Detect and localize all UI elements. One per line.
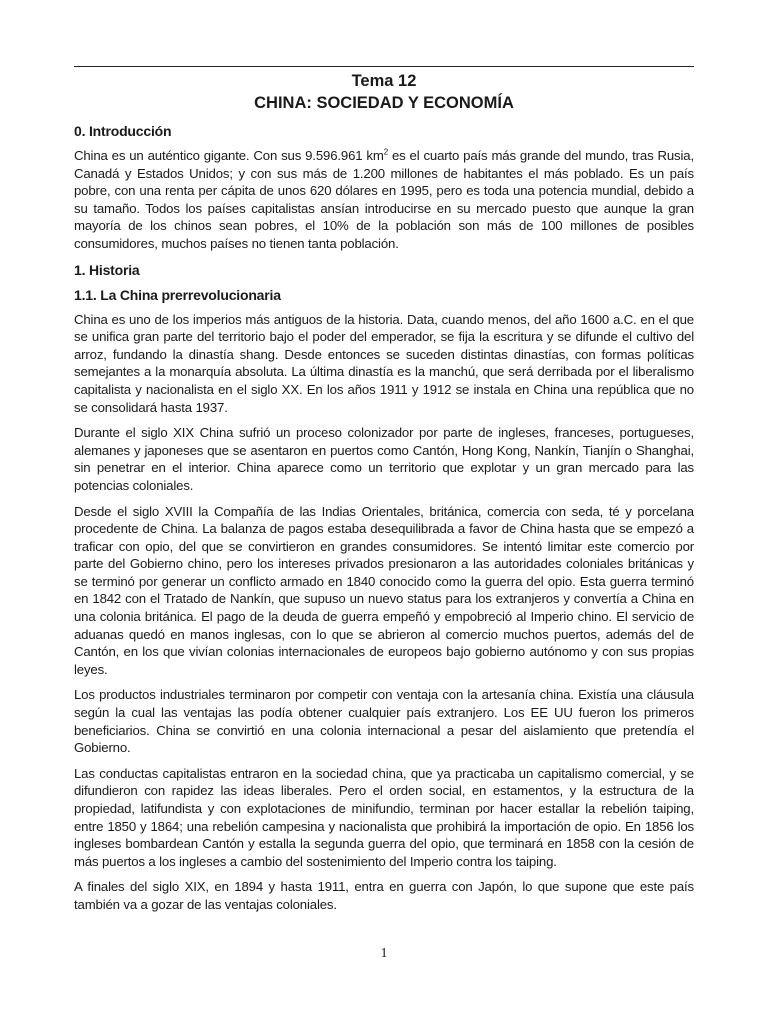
paragraph-conductas: Las conductas capitalistas entraron en la sociedad china, que ya practicaba un capitalismo comercial, y se difundieron con rapidez las ideas liberales. Pero el orden social, en estamentos, y la estructura de la propiedad, latifundista y con explotaciones de minifundio, terminan por hacer estallar la rebelión taiping, entre 1850 y 1864; una rebelión campesina y nacionalista que prohibirá la importación de opio. En 1856 los ingleses bombardean Cantón y estalla la segunda guerra del opio, que terminará en 1858 con la cesión de más puertos a los ingleses a cambio del sostenimiento del Imperio contra los taiping.: [74, 765, 694, 869]
intro-paragraph: [74, 147, 694, 253]
prerrevolucionaria-heading: 1.1. La China prerrevolucionaria: [74, 286, 281, 303]
document-body: [74, 70, 694, 922]
intro-text-a: China es un auténtico gigante. Con sus 9.596.961 km: [74, 148, 384, 163]
superscript-2: 2: [383, 147, 388, 157]
paragraph-opio: Desde el siglo XVIII la Compañía de las Indias Orientales, británica, comercia con seda, té y porcelana procedente de China. La balanza de pagos estaba desequilibrada a favor de China hasta que se empezó a traficar con opio, del que se convirtieron en grandes consumidores. Se intentó limitar este comercio por parte del Gobierno chino, pero los intereses privados presionaron a las autoridades coloniales británicas y se terminó por generar un conflicto armado en 1840 conocido como la guerra del opio. Esta guerra terminó en 1842 con el Tratado de Nankín, que supuso un nuevo status para los extranjeros y convertía a China en una colonia británica. El pago de la deuda de guerra empeñó y empobreció al Imperio chino. El servicio de aduanas quedó en manos inglesas, con lo que se abrieron al comercio muchos puertos, además del de Cantón, en los que vivían colonias internacionales de europeos bajo gobierno autónomo y con sus propias leyes.: [74, 503, 694, 677]
historia-heading: 1. Historia: [74, 261, 140, 278]
paragraph-japon: A finales del siglo XIX, en 1894 y hasta 1911, entra en guerra con Japón, lo que supone que este país también va a gozar de las ventajas coloniales.: [74, 879, 694, 912]
topic-title: Tema 12: [351, 72, 417, 90]
page-number: 1: [380, 946, 388, 961]
intro-text-b: es el cuarto país más grande del mundo, tras Rusia, Canadá y Estados Unidos; y con sus más de 1.200 millones de habitantes el más poblado. Es un país pobre, con una renta per cápita de unos 620 dólares en 1995, pero es toda una potencia mundial, debido a su tamaño. Todos los países capitalistas ansían introducirse en su mercado puesto que aunque la gran mayoría de los chinos sean pobres, el 10% de la población son más de 100 millones de posibles consumidores, muchos países no tienen tanta población.: [74, 148, 694, 251]
header-rule: [74, 66, 694, 67]
topic-subtitle: CHINA: SOCIEDAD Y ECONOMÍA: [254, 94, 514, 112]
paragraph-imperio: China es uno de los imperios más antiguos de la historia. Data, cuando menos, del año 1600 a.C. en el que se unifica gran parte del territorio bajo el poder del emperador, se fija la escritura y se difunde el cultivo del arroz, fundando la dinastía shang. Desde entonces se suceden distintas dinastías, con formas políticas semejantes a la monarquía absoluta. La última dinastía es la manchú, que será derribada por el liberalismo capitalista y nacionalista en el siglo XX. En los años 1911 y 1912 se instala en China una república que no se consolidará hasta 1937.: [74, 311, 694, 415]
paragraph-colonizador: Durante el siglo XIX China sufrió un proceso colonizador por parte de ingleses, franceses, portugueses, alemanes y japoneses que se asentaron en puertos como Cantón, Hong Kong, Nankín, Tianjín o Shanghai, sin penetrar en el interior. China aparece como un territorio que explotar y un gran mercado para las potencias coloniales.: [74, 425, 694, 493]
paragraph-productos: Los productos industriales terminaron por competir con ventaja con la artesanía china. Existía una cláusula según la cual las ventajas las podía obtener cualquier país extranjero. Los EE UU fueron los primeros beneficiarios. China se convirtió en una colonia internacional a pesar del aislamiento que pretendía el Gobierno.: [74, 687, 694, 756]
intro-heading: 0. Introducción: [74, 123, 172, 139]
